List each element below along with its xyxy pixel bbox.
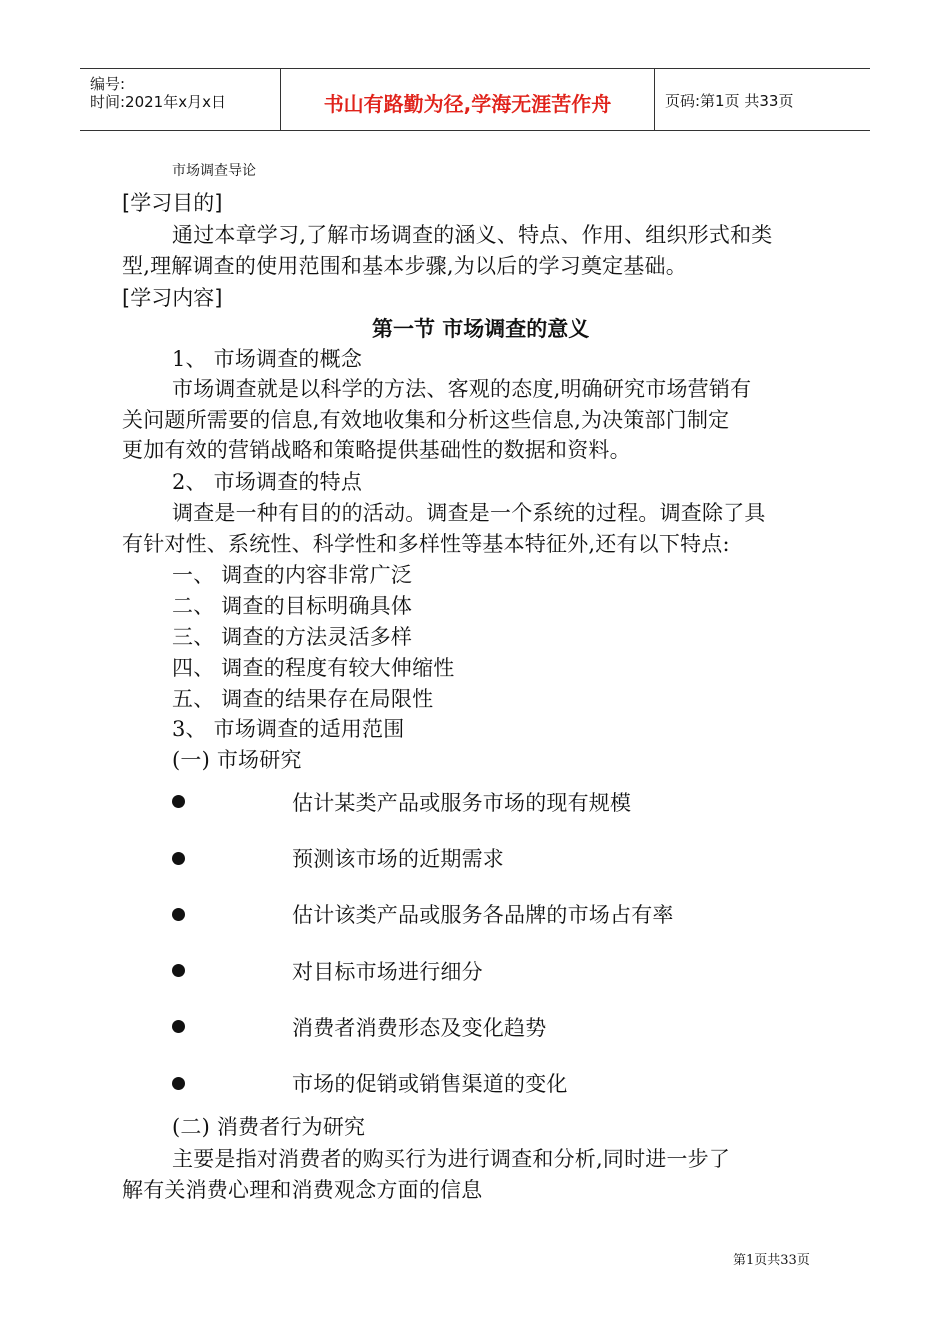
item-3-heading: 3、 市场调查的适用范围 (172, 717, 405, 741)
feature-item: 四、 调查的程度有较大伸缩性 (172, 656, 455, 680)
feature-intro-line-1: 调查是一种有目的的活动。调查是一个系统的过程。调查除了具 (172, 501, 766, 525)
bullet-item: 对目标市场进行细分 (292, 960, 483, 984)
definition-line-2: 关问题所需要的信息,有效地收集和分析这些信息,为决策部门制定 (122, 408, 730, 432)
subsection-consumer-behavior: (二) 消费者行为研究 (172, 1115, 366, 1139)
bullet-item: 市场的促销或销售渠道的变化 (292, 1072, 568, 1096)
content-heading: [学习内容] (122, 286, 223, 310)
bullet-item: 估计某类产品或服务市场的现有规模 (292, 791, 632, 815)
definition-line-3: 更加有效的营销战略和策略提供基础性的数据和资料。 (122, 438, 631, 462)
bullet-icon (172, 908, 185, 921)
goal-text-line-2: 型,理解调查的使用范围和基本步骤,为以后的学习奠定基础。 (122, 254, 687, 278)
header-motto-cell (281, 69, 655, 130)
bullet-icon (172, 1020, 185, 1033)
feature-item: 五、 调查的结果存在局限性 (172, 687, 434, 711)
feature-item: 二、 调查的目标明确具体 (172, 594, 413, 618)
consumer-text-line-1: 主要是指对消费者的购买行为进行调查和分析,同时进一步了 (172, 1147, 731, 1171)
bullet-icon (172, 852, 185, 865)
bullet-icon (172, 964, 185, 977)
page-header (80, 68, 870, 131)
feature-item: 三、 调查的方法灵活多样 (172, 625, 413, 649)
bullet-item: 预测该市场的近期需求 (292, 847, 504, 871)
definition-line-1: 市场调查就是以科学的方法、客观的态度,明确研究市场营销有 (172, 377, 752, 401)
number-label: 编号: (90, 75, 126, 93)
header-meta-cell (80, 69, 281, 130)
bullet-item: 估计该类产品或服务各品牌的市场占有率 (292, 903, 674, 927)
footer-page-number: 第1页共33页 (733, 1253, 810, 1268)
item-2-heading: 2、 市场调查的特点 (172, 470, 363, 494)
chapter-title: 市场调查导论 (172, 163, 256, 179)
bullet-item: 消费者消费形态及变化趋势 (292, 1016, 547, 1040)
header-page-cell (655, 69, 870, 130)
goal-heading: [学习目的] (122, 191, 223, 215)
subsection-market-research: (一) 市场研究 (172, 748, 302, 772)
feature-item: 一、 调查的内容非常广泛 (172, 563, 413, 587)
page-label: 页码:第1页 共33页 (665, 92, 794, 110)
feature-intro-line-2: 有针对性、系统性、科学性和多样性等基本特征外,还有以下特点: (122, 532, 730, 556)
section-title: 第一节 市场调查的意义 (372, 317, 590, 341)
bullet-icon (172, 1077, 185, 1090)
item-1-heading: 1、 市场调查的概念 (172, 347, 363, 371)
motto: 书山有路勤为径,学海无涯苦作舟 (323, 92, 612, 116)
time-label: 时间:2021年x月x日 (90, 93, 226, 111)
goal-text-line-1: 通过本章学习,了解市场调查的涵义、特点、作用、组织形式和类 (172, 223, 773, 247)
bullet-icon (172, 795, 185, 808)
consumer-text-line-2: 解有关消费心理和消费观念方面的信息 (122, 1178, 483, 1202)
